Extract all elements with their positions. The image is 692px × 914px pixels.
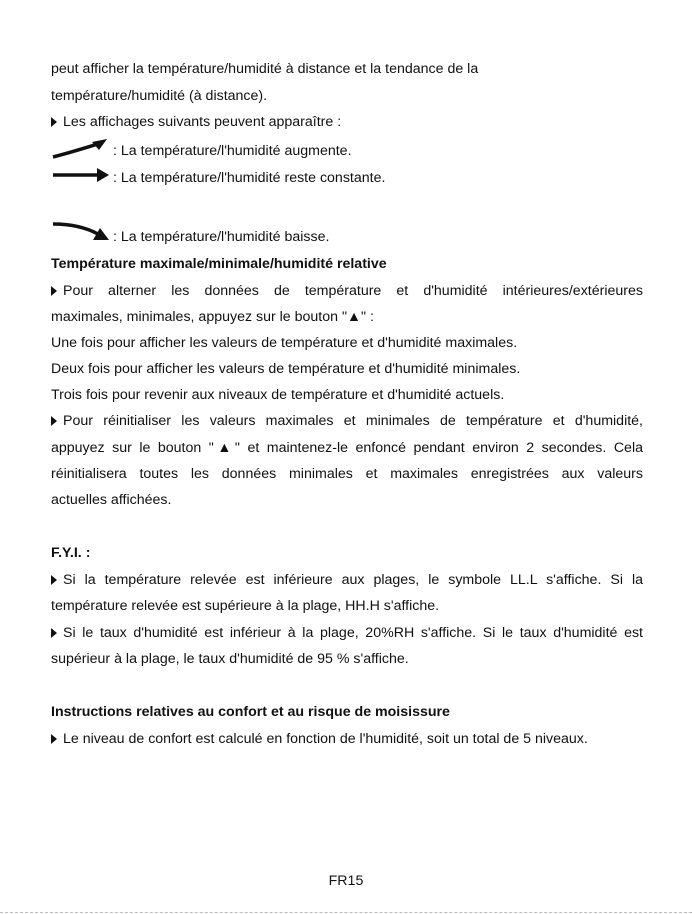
page-number: FR15	[328, 873, 364, 889]
intro-bullet: Les affichages suivants peuvent apparaître :	[51, 112, 643, 132]
intro-line-2: température/humidité (à distance).	[51, 88, 268, 104]
bullet-triangle-icon	[51, 734, 57, 744]
paragraph-line: supérieur à la plage, le taux d'humidité de 95 % s'affiche.	[51, 651, 409, 667]
paragraph-line: Pour réinitialiser les valeurs maximales et minimales de température et d'humidité,	[51, 411, 643, 431]
section-heading-fyi: F.Y.I. :	[51, 545, 91, 561]
arrow-down-right-icon	[51, 196, 111, 242]
section-heading-max-min: Température maximale/minimale/humidité relative	[51, 256, 387, 272]
paragraph-line: température relevée est supérieure à la plage, HH.H s'affiche.	[51, 598, 440, 614]
paragraph-line: Si la température relevée est inférieure aux plages, le symbole LL.L s'affiche. Si la	[51, 570, 643, 590]
arrow-right-icon	[51, 164, 111, 190]
paragraph-line: Si le taux d'humidité est inférieur à la plage, 20%RH s'affiche. Si le taux d'humidité est	[51, 623, 643, 643]
paragraph-line: Deux fois pour afficher les valeurs de température et d'humidité minimales.	[51, 361, 521, 377]
intro-line-1: peut afficher la température/humidité à distance et la tendance de la	[51, 61, 479, 77]
trend-text-constant: : La température/l'humidité reste constante.	[113, 170, 386, 186]
bullet-triangle-icon	[51, 117, 57, 127]
paragraph-line: appuyez sur le bouton "▲" et maintenez-le enfoncé pendant environ 2 secondes. Cela	[51, 440, 643, 456]
paragraph-line: Trois fois pour revenir aux niveaux de température et d'humidité actuels.	[51, 387, 505, 403]
paragraph-line: actuelles affichées.	[51, 492, 172, 508]
trend-text-falling: : La température/l'humidité baisse.	[113, 229, 330, 245]
bullet-triangle-icon	[51, 575, 57, 585]
paragraph-line: Pour alterner les données de température et d'humidité intérieures/extérieures	[51, 281, 643, 301]
page-bottom-rule	[0, 912, 692, 913]
paragraph-line: Une fois pour afficher les valeurs de température et d'humidité maximales.	[51, 335, 518, 351]
paragraph-line: réinitialisera toutes les données minimales et maximales enregistrées aux valeurs	[51, 466, 643, 482]
bullet-triangle-icon	[51, 416, 57, 426]
paragraph-line: maximales, minimales, appuyez sur le bouton "▲" :	[51, 309, 374, 325]
paragraph-line: Le niveau de confort est calculé en fonction de l'humidité, soit un total de 5 niveaux.	[51, 729, 643, 749]
bullet-triangle-icon	[51, 286, 57, 296]
bullet-triangle-icon	[51, 628, 57, 638]
trend-text-rising: : La température/l'humidité augmente.	[113, 143, 352, 159]
arrow-up-right-icon	[51, 137, 111, 163]
section-heading-comfort: Instructions relatives au confort et au risque de moisissure	[51, 704, 450, 720]
